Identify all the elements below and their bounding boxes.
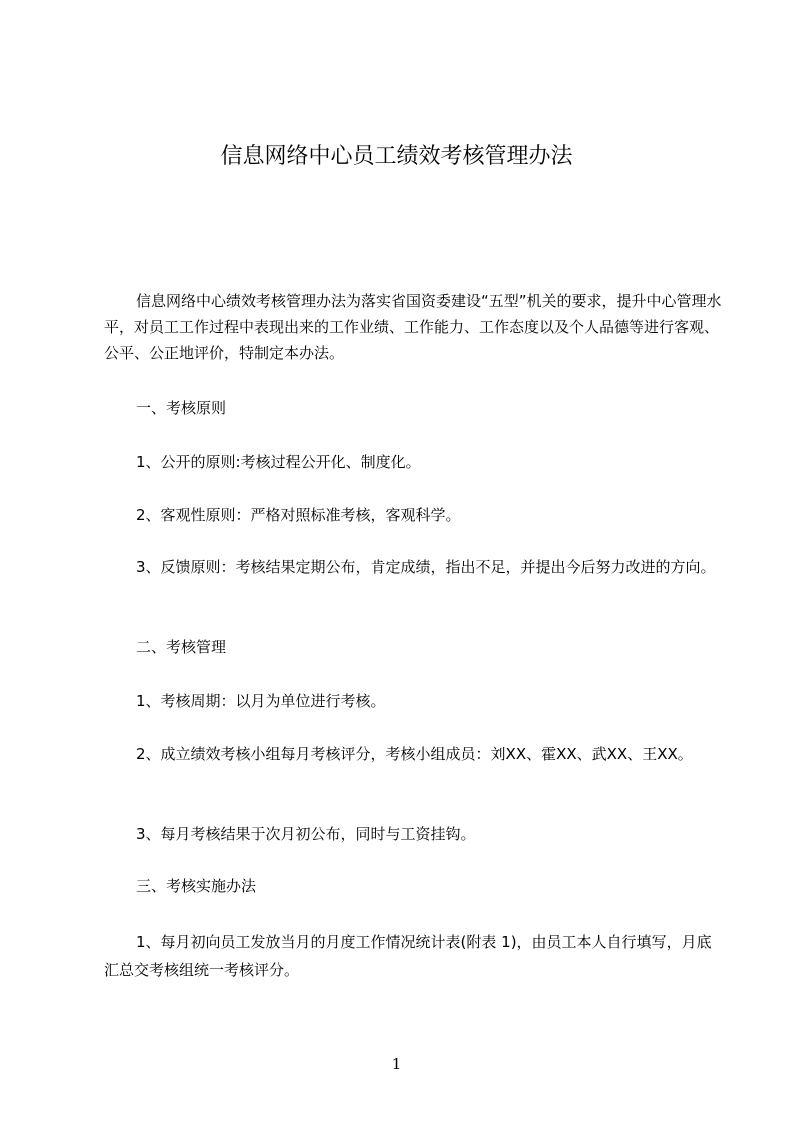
principle-item-3: 3、反馈原则：考核结果定期公布，肯定成绩，指出不足，并提出今后努力改进的方向。 (136, 558, 716, 576)
principle-item-2: 2、客观性原则：严格对照标准考核，客观科学。 (136, 506, 461, 524)
implementation-item-1: 1、每月初向员工发放当月的月度工作情况统计表(附表 1)，由员工本人自行填写，月底汇总交考核组统一考核评分。 (104, 933, 712, 979)
principle-item-1: 1、公开的原则:考核过程公开化、制度化。 (136, 453, 421, 471)
section-heading-management: 二、考核管理 (136, 638, 227, 656)
document-title: 信息网络中心员工绩效考核管理办法 (220, 144, 573, 169)
section-heading-principles: 一、考核原则 (136, 399, 227, 417)
page-number: 1 (391, 1055, 402, 1073)
management-item-3: 3、每月考核结果于次月初公布，同时与工资挂钩。 (136, 825, 476, 843)
section-heading-implementation: 三、考核实施办法 (136, 877, 257, 895)
management-item-1: 1、考核周期：以月为单位进行考核。 (136, 692, 386, 710)
management-item-2: 2、成立绩效考核小组每月考核评分，考核小组成员：刘XX、霍XX、武XX、王XX。 (136, 745, 693, 763)
intro-paragraph: 信息网络中心绩效考核管理办法为落实省国资委建设“五型”机关的要求，提升中心管理水平，对员工工作过程中表现出来的工作业绩、工作能力、工作态度以及个人品德等进行客观、公平、公正地评价，特制定本办法。 (104, 292, 722, 362)
